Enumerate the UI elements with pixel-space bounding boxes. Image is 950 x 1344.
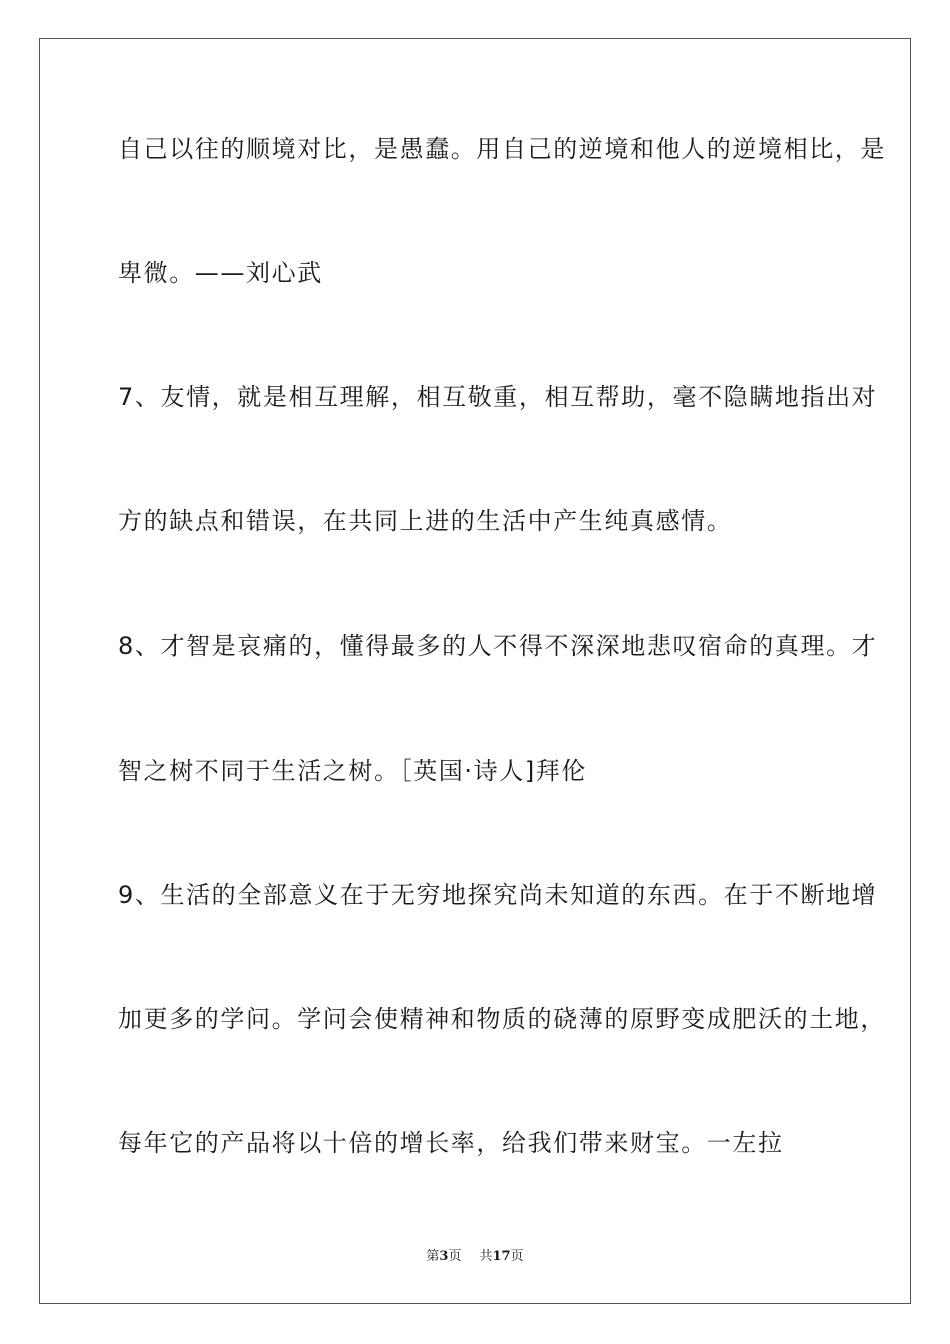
footer-total-prefix: 共 — [479, 1249, 493, 1264]
body-text-line-2: 卑微。——刘心武 — [118, 259, 323, 287]
footer-total-suffix: 页 — [510, 1249, 524, 1264]
body-text-line-5: 8、才智是哀痛的，懂得最多的人不得不深深地悲叹宿命的真理。才 — [118, 632, 878, 660]
body-text-line-9: 每年它的产品将以十倍的增长率，给我们带来财宝。一左拉 — [118, 1129, 784, 1157]
body-text-line-1: 自己以往的顺境对比，是愚蠢。用自己的逆境和他人的逆境相比，是 — [118, 135, 886, 163]
body-text-line-4: 方的缺点和错误，在共同上进的生活中产生纯真感情。 — [118, 507, 733, 535]
body-text-line-8: 加更多的学问。学问会使精神和物质的硗薄的原野变成肥沃的土地， — [118, 1005, 886, 1033]
footer-page-number: 3 — [439, 1249, 449, 1264]
body-text-line-3: 7、友情，就是相互理解，相互敬重，相互帮助，毫不隐瞒地指出对 — [118, 383, 878, 411]
page-frame — [39, 38, 911, 1304]
footer-page-suffix: 页 — [448, 1249, 462, 1264]
footer-total-number: 17 — [492, 1249, 511, 1264]
footer-page-prefix: 第 — [426, 1249, 440, 1264]
body-text-line-7: 9、生活的全部意义在于无穷地探究尚未知道的东西。在于不断地增 — [118, 881, 878, 909]
page-footer — [0, 1248, 950, 1266]
body-text-line-6: 智之树不同于生活之树。［英国·诗人]拜伦 — [118, 757, 587, 785]
